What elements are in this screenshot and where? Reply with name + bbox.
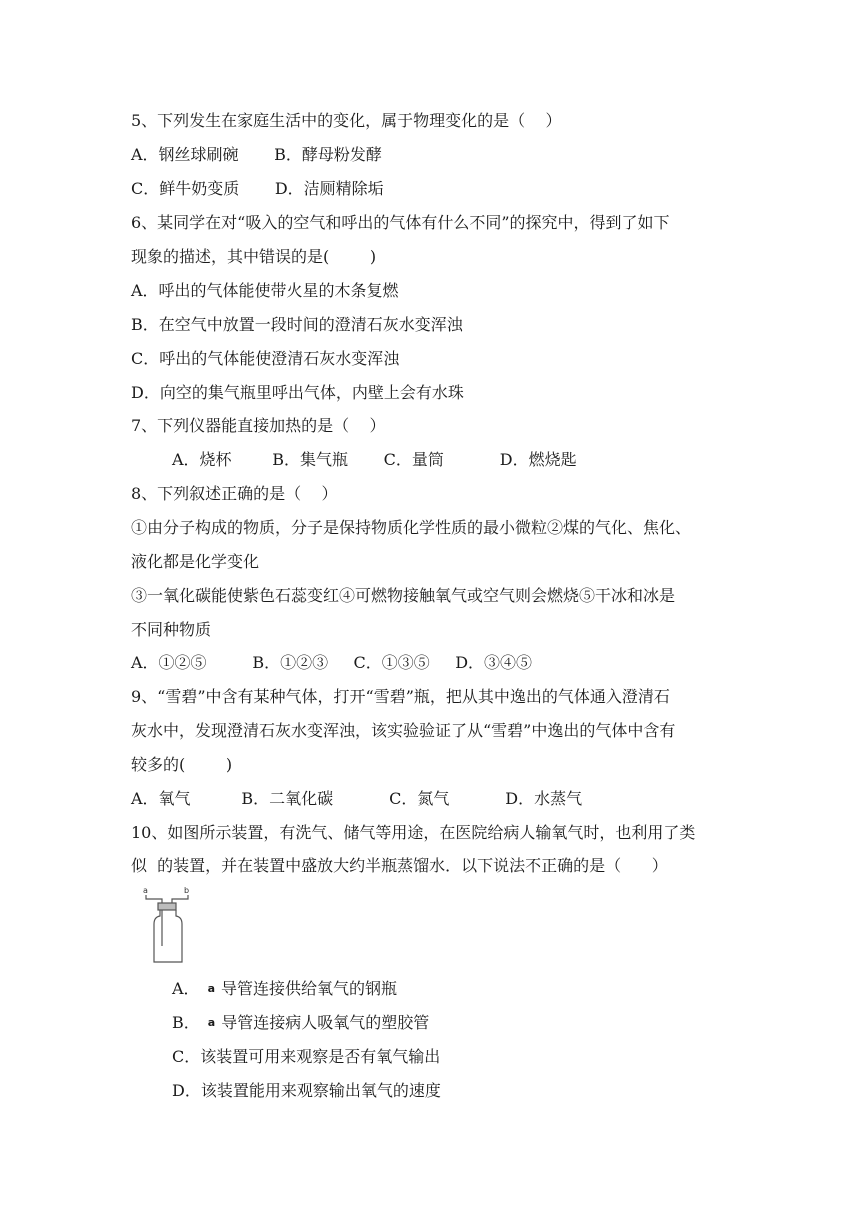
bottle-body — [154, 910, 182, 962]
q8-statement-line-3: ③一氧化碳能使紫色石蕊变红④可燃物接触氧气或空气则会燃烧⑤干冰和冰是 — [131, 586, 676, 605]
q8-statement-line-4: 不同种物质 — [131, 620, 212, 639]
q8-statement-line-2: 液化都是化学变化 — [131, 552, 260, 571]
q5-options-row-2: C．鲜牛奶变质 D．洁厕精除垢 — [131, 179, 384, 198]
q9-options: A．氧气 B．二氧化碳 C．氮气 D．水蒸气 — [131, 789, 583, 808]
tube-a-label: a — [143, 886, 148, 895]
q9-stem-line-3: 较多的( ) — [131, 755, 233, 774]
tube-letter-a: a — [207, 982, 215, 995]
q6-option-a: A．呼出的气体能使带火星的木条复燃 — [131, 281, 399, 300]
q9-stem-line-2: 灰水中，发现澄清石灰水变浑浊，该实验验证了从“雪碧”中逸出的气体中含有 — [131, 721, 676, 740]
q8-stem: 8、下列叙述正确的是（ ） — [131, 484, 338, 503]
tube-b-label: b — [184, 886, 190, 895]
q7-options: A．烧杯 B．集气瓶 C．量筒 D．燃烧匙 — [172, 450, 577, 469]
gas-washing-bottle-figure — [140, 884, 200, 966]
tube-letter-a: a — [207, 1016, 216, 1029]
q10-option-a: A． a 导管连接供给氧气的钢瓶 — [172, 979, 398, 998]
q8-options: A．①②⑤ B．①②③ C．①③⑤ D．③④⑤ — [131, 653, 533, 672]
q10-option-b: B． a 导管连接病人吸氧气的塑胶管 — [172, 1013, 430, 1032]
q7-stem: 7、下列仪器能直接加热的是（ ） — [131, 416, 386, 435]
q6-stem-line-1: 6、某同学在对“吸入的空气和呼出的气体有什么不同”的探究中，得到了如下 — [131, 213, 670, 232]
q6-option-b: B．在空气中放置一段时间的澄清石灰水变浑浊 — [131, 315, 463, 334]
q6-option-d: D．向空的集气瓶里呼出气体，内壁上会有水珠 — [131, 383, 464, 402]
q10-stem-line-2: 似 的装置，并在装置中盛放大约半瓶蒸馏水．以下说法不正确的是（ ） — [131, 856, 668, 875]
q6-stem-line-2: 现象的描述，其中错误的是( ) — [131, 247, 377, 266]
q10-option-c: C．该装置可用来观察是否有氧气输出 — [172, 1047, 441, 1066]
q10-stem-line-1: 10、如图所示装置，有洗气、储气等用途，在医院给病人输氧气时，也利用了类 — [131, 823, 696, 842]
q5-stem: 5、下列发生在家庭生活中的变化，属于物理变化的是（ ） — [131, 111, 562, 130]
q10-option-d: D．该装置能用来观察输出氧气的速度 — [172, 1081, 441, 1100]
rubber-stopper — [158, 903, 176, 910]
q8-statement-line-1: ①由分子构成的物质，分子是保持物质化学性质的最小微粒②煤的气化、焦化、 — [131, 518, 692, 537]
q5-options-row-1: A．钢丝球刷碗 B．酵母粉发酵 — [131, 145, 382, 164]
q6-option-c: C．呼出的气体能使澄清石灰水变浑浊 — [131, 349, 400, 368]
q9-stem-line-1: 9、“雪碧”中含有某种气体，打开“雪碧”瓶，把从其中逸出的气体通入澄清石 — [131, 687, 670, 706]
